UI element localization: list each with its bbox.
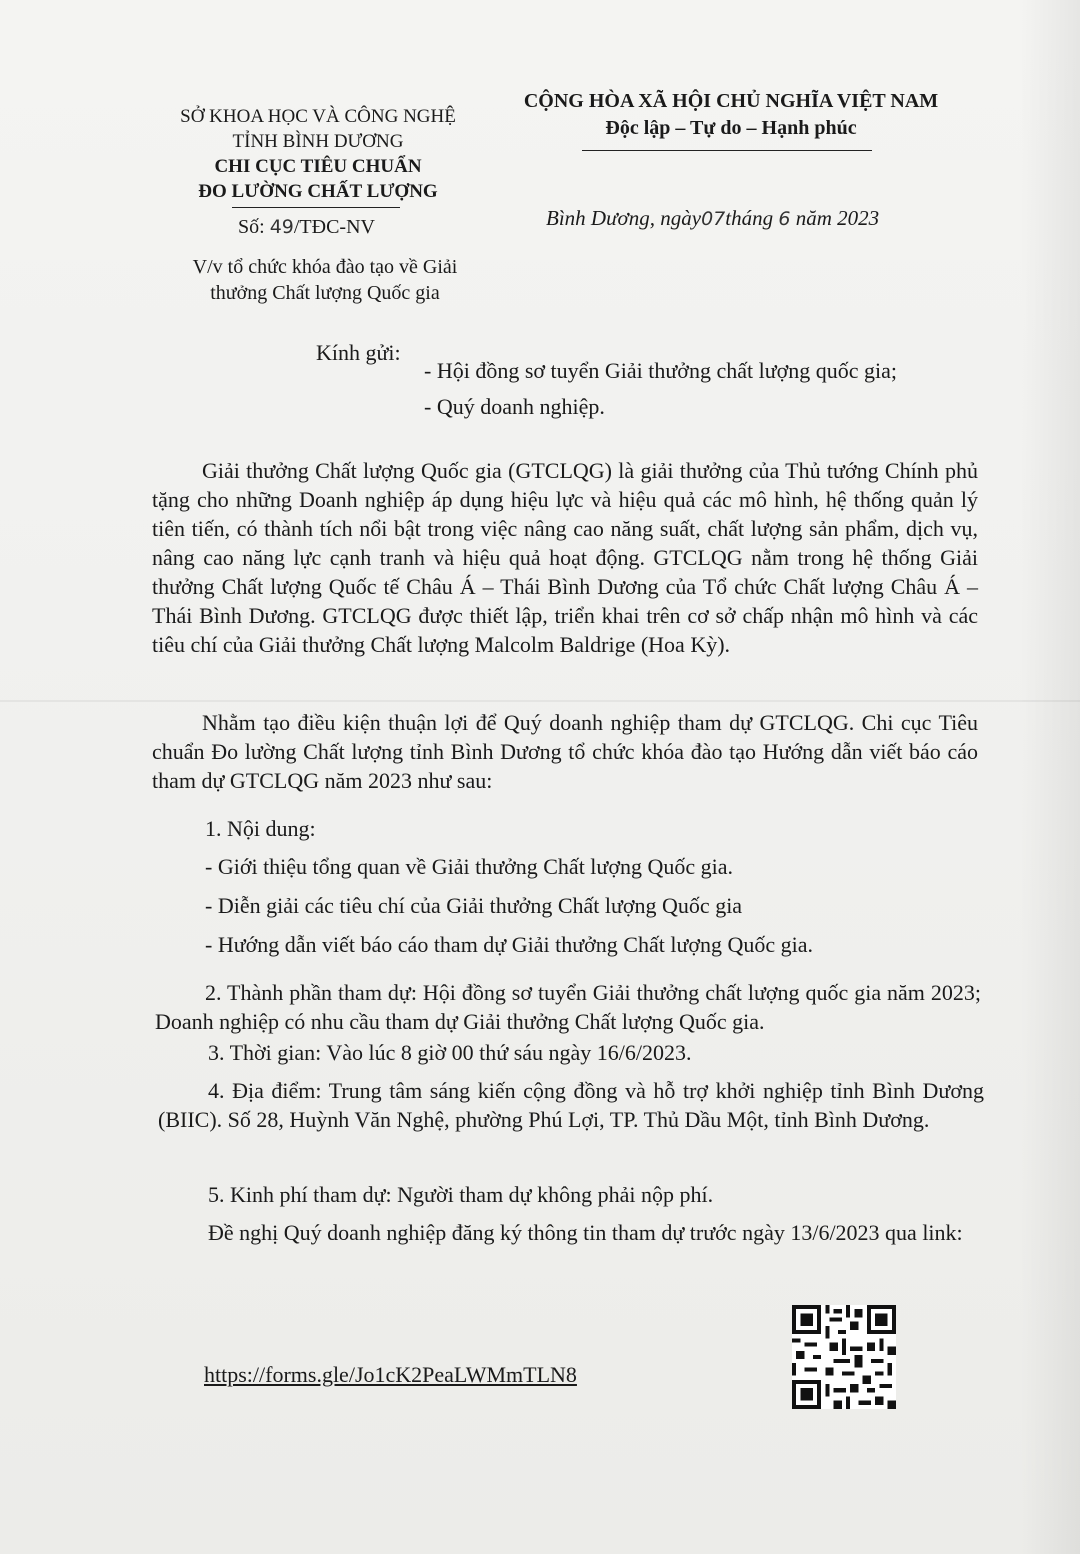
recipient-item-2: - Quý doanh nghiệp. xyxy=(424,394,605,419)
section-1-item-3: - Hướng dẫn viết báo cáo tham dự Giải thưởng Chất lượng Quốc gia. xyxy=(205,932,814,957)
national-header xyxy=(496,88,966,142)
issuer-department: SỞ KHOA HỌC VÀ CÔNG NGHỆ xyxy=(180,106,456,127)
issuer-agency-line2: ĐO LƯỜNG CHẤT LƯỢNG xyxy=(198,181,438,202)
subject-line2: thưởng Chất lượng Quốc gia xyxy=(210,282,440,304)
issuer-agency-line1: CHI CỤC TIÊU CHUẨN xyxy=(214,156,422,177)
section-4-location: 4. Địa điểm: Trung tâm sáng kiến cộng đồng và hỗ trợ khởi nghiệp tỉnh Bình Dương (BIIC). Số 28, Huỳnh Văn Nghệ, phường Phú Lợi, TP. Thủ Dầu Một, tỉnh Bình Dương. xyxy=(158,1078,984,1132)
page-shadow xyxy=(1020,0,1080,1554)
date-year: năm 2023 xyxy=(795,206,880,230)
issuer-header xyxy=(148,104,488,204)
section-1-item-1: - Giới thiệu tổng quan về Giải thưởng Chất lượng Quốc gia. xyxy=(205,854,733,879)
date-month-label: tháng xyxy=(725,206,774,230)
closing-paragraph: Đề nghị Quý doanh nghiệp đăng ký thông tin tham dự trước ngày 13/6/2023 qua link: xyxy=(208,1220,963,1245)
issuer-province: TỈNH BÌNH DƯƠNG xyxy=(232,131,404,152)
subject-line1: V/v tổ chức khóa đào tạo về Giải xyxy=(192,256,458,278)
national-motto: Độc lập – Tự do – Hạnh phúc xyxy=(605,117,857,139)
doc-number-suffix: /TĐC-NV xyxy=(293,216,375,238)
recipients-label: Kính gửi: xyxy=(316,340,401,365)
document-number xyxy=(238,216,375,239)
body-paragraph-2: Nhằm tạo điều kiện thuận lợi để Quý doanh nghiệp tham dự GTCLQG. Chi cục Tiêu chuẩn Đo lường Chất lượng tỉnh Bình Dương tổ chức khóa đào tạo Hướng dẫn viết báo cáo tham dự GTCLQG năm 2023 như sau: xyxy=(152,710,978,793)
section-3-time: 3. Thời gian: Vào lúc 8 giờ 00 thứ sáu ngày 16/6/2023. xyxy=(208,1040,692,1065)
subject-block xyxy=(160,254,490,306)
recipient-item-1: - Hội đồng sơ tuyển Giải thưởng chất lượng quốc gia; xyxy=(424,358,898,383)
date-month: 6 xyxy=(778,208,791,230)
date-day: 07 xyxy=(701,208,726,230)
national-title: CỘNG HÒA XÃ HỘI CHỦ NGHĨA VIỆT NAM xyxy=(523,90,939,112)
paper-fold-crease xyxy=(0,700,1080,702)
section-2-participants: 2. Thành phần tham dự: Hội đồng sơ tuyển Giải thưởng chất lượng quốc gia năm 2023; Doanh nghiệp có nhu cầu tham dự Giải thưởng Chất lượng Quốc gia. xyxy=(155,980,981,1034)
section-1-title: 1. Nội dung: xyxy=(205,816,316,841)
date-place: Bình Dương, ngày xyxy=(546,206,702,230)
section-1-item-2: - Diễn giải các tiêu chí của Giải thưởng Chất lượng Quốc gia xyxy=(205,893,743,918)
registration-link[interactable]: https://forms.gle/Jo1cK2PeaLWMmTLN8 xyxy=(204,1362,577,1387)
qr-code-icon[interactable] xyxy=(792,1305,896,1409)
issuer-underline xyxy=(232,207,400,208)
doc-number-prefix: Số: xyxy=(238,216,265,238)
section-5-fee: 5. Kinh phí tham dự: Người tham dự không phải nộp phí. xyxy=(208,1182,714,1207)
body-paragraph-1: Giải thưởng Chất lượng Quốc gia (GTCLQG) là giải thưởng của Thủ tướng Chính phủ tặng cho những Doanh nghiệp áp dụng hiệu lực và hiệu quả các mô hình, hệ thống quản lý tiên tiến, có thành tích nổi bật trong việc nâng cao năng suất, chất lượng sản phẩm, dịch vụ, nâng cao năng lực cạnh tranh và hiệu quả hoạt động. GTCLQG nằm trong hệ thống Giải thưởng Chất lượng Quốc tế Châu Á – Thái Bình Dương của Tổ chức Chất lượng Châu Á – Thái Bình Dương. GTCLQG được thiết lập, triển khai trên cơ sở chấp nhận mô hình và các tiêu chí của Giải thưởng Chất lượng Malcolm Baldrige (Hoa Kỳ). xyxy=(152,458,978,657)
motto-underline xyxy=(582,150,872,151)
doc-number-value: 49 xyxy=(269,216,294,238)
document-date xyxy=(546,206,879,231)
